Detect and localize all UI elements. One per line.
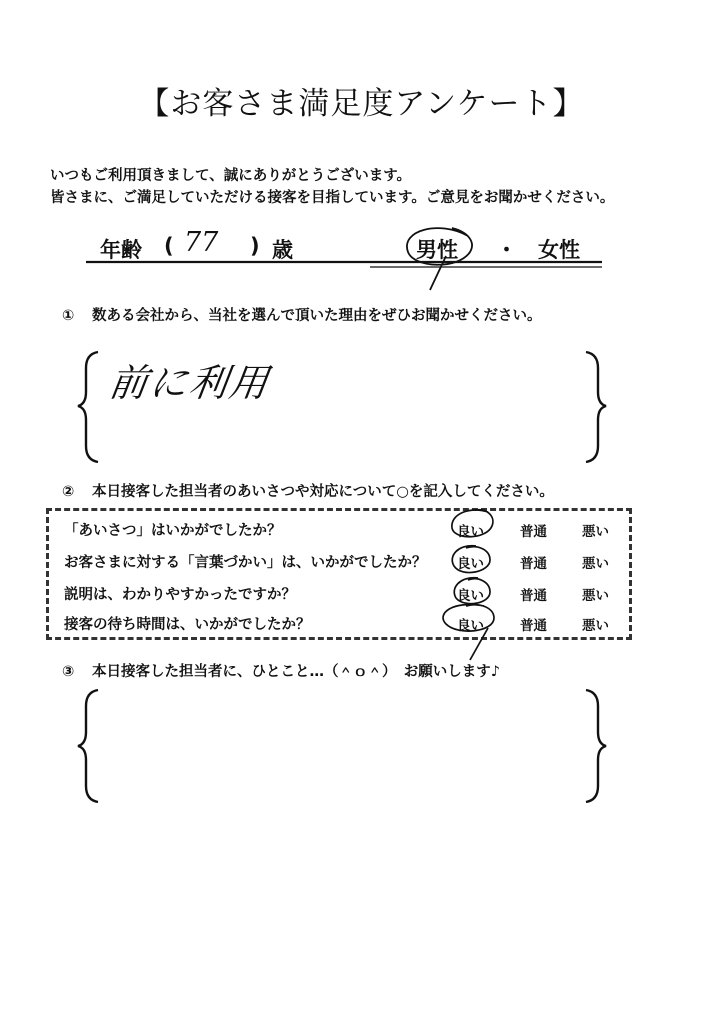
q3-right-brace (586, 690, 606, 802)
question-2-number: ② (62, 484, 75, 500)
rating-option-good[interactable]: 良い (457, 618, 484, 634)
rating-row-label-greeting: 「あいさつ」はいかがでしたか？ (64, 523, 282, 539)
age-unit: 歳 (272, 238, 293, 262)
q3-left-brace (78, 690, 98, 802)
rating-option-average[interactable]: 普通 (520, 618, 547, 634)
question-1-handwritten-answer[interactable]: 前に利用 (106, 361, 273, 405)
rating-row-label-wording: お客さまに対する「言葉づかい」は、いかがでしたか？ (64, 555, 427, 571)
handwritten-age[interactable]: 77 (184, 227, 219, 258)
rating-option-good[interactable]: 良い (457, 588, 484, 604)
intro-line-2: 皆さまに、ご満足していただける接客を目指しています。ご意見をお聞かせください。 (50, 190, 615, 206)
age-paren-open: ( (164, 234, 174, 258)
rating-row-label-waiting: 接客の待ち時間は、いかがでしたか？ (64, 617, 311, 633)
handwritten-circle-row4 (443, 605, 494, 660)
question-1-text: 数ある会社から、当社を選んで頂いた理由をぜひお聞かせください。 (92, 308, 542, 324)
rating-option-good[interactable]: 良い (457, 556, 484, 572)
rating-option-bad[interactable]: 悪い (582, 524, 609, 540)
rating-option-good[interactable]: 良い (457, 524, 484, 540)
rating-option-bad[interactable]: 悪い (582, 556, 609, 572)
rating-option-bad[interactable]: 悪い (582, 588, 609, 604)
rating-row-label-explanation: 説明は、わかりやすかったですか？ (64, 587, 296, 603)
intro-line-1: いつもご利用頂きまして、誠にありがとうございます。 (50, 168, 412, 184)
age-paren-close: ) (250, 234, 260, 258)
q1-right-brace (586, 352, 606, 462)
handwritten-circle-row1 (452, 510, 493, 537)
survey-title: 【お客さま満足度アンケート】 (138, 86, 585, 122)
gender-option-female[interactable]: 女性 (538, 238, 580, 262)
rating-option-average[interactable]: 普通 (520, 556, 547, 572)
age-label: 年齢 (100, 238, 142, 262)
rating-option-average[interactable]: 普通 (520, 524, 547, 540)
handwritten-circle-row3 (454, 578, 490, 604)
question-3-number: ③ (62, 664, 75, 680)
handwritten-circle-row2 (452, 546, 490, 573)
q1-left-brace (78, 352, 98, 462)
handwritten-circle-male (407, 228, 472, 290)
gender-separator: ・ (496, 238, 517, 262)
rating-option-average[interactable]: 普通 (520, 588, 547, 604)
question-3-text: 本日接客した担当者に、ひとこと…（＾ｏ＾） お願いします♪ (92, 664, 501, 680)
rating-option-bad[interactable]: 悪い (582, 618, 609, 634)
gender-option-male[interactable]: 男性 (416, 238, 458, 262)
question-1-number: ① (62, 308, 75, 324)
question-2-text: 本日接客した担当者のあいさつや対応について○を記入してください。 (92, 484, 554, 500)
